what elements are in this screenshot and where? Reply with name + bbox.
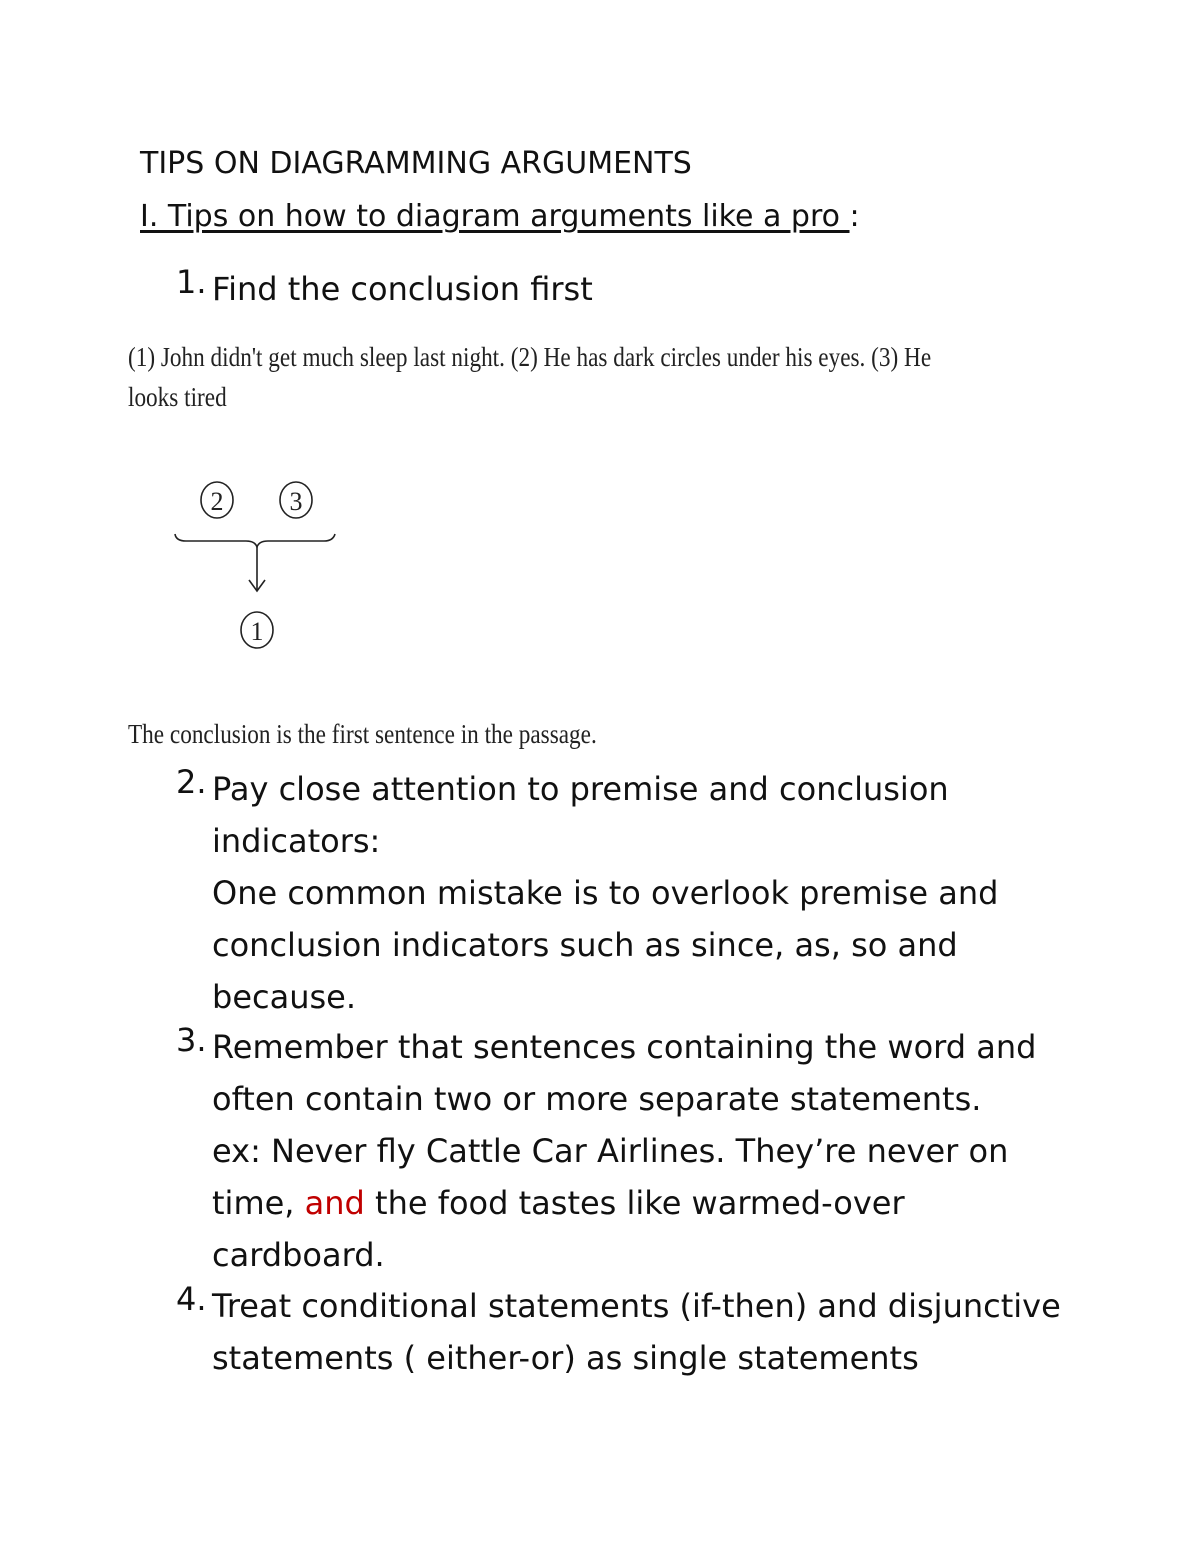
document-title: TIPS ON DIAGRAMMING ARGUMENTS (140, 146, 692, 181)
premise-label: 3 (289, 487, 303, 516)
tip-number: 4. (176, 1280, 207, 1318)
tip-text: Remember that sentences containing the word and often contain two or more separate statements. ex: Never fly Cattle Car Airlines. They’re never on time, and the food tastes like warmed-over cardboard. (212, 1021, 1092, 1281)
conclusion-node-1 (241, 612, 273, 648)
tip-text: Find the conclusion first (212, 270, 593, 308)
tip-text: Treat conditional statements (if-then) and disjunctive statements ( either-or) as single statements (212, 1287, 1061, 1377)
example-passage (128, 337, 931, 417)
section-heading (140, 199, 860, 234)
example-line-highlight: time, and the food tastes like warmed-over (212, 1184, 905, 1222)
example-line: (1) John didn't get much sleep last night. (2) He has dark circles under his eyes. (3) He (128, 342, 932, 372)
example-explanation: The conclusion is the first sentence in the passage. (128, 719, 597, 749)
example-line: looks tired (128, 382, 227, 412)
highlighted-word: and (304, 1184, 365, 1222)
section-heading-text: I. Tips on how to diagram arguments like a pro (140, 199, 850, 234)
tip-number: 1. (176, 263, 207, 301)
premise-node-2 (201, 482, 233, 518)
tip-number: 3. (176, 1021, 207, 1059)
premise-node-3 (280, 482, 312, 518)
tip-text: Pay close attention to premise and conclusion indicators: One common mistake is to overlook premise and conclusion indicators such as since, as, so and because. (212, 770, 999, 1016)
premise-label: 2 (210, 487, 224, 516)
bracket-line (175, 534, 335, 547)
argument-diagram (166, 475, 366, 665)
tip-number: 2. (176, 763, 207, 801)
section-heading-colon: : (849, 199, 860, 234)
conclusion-label: 1 (250, 617, 264, 646)
